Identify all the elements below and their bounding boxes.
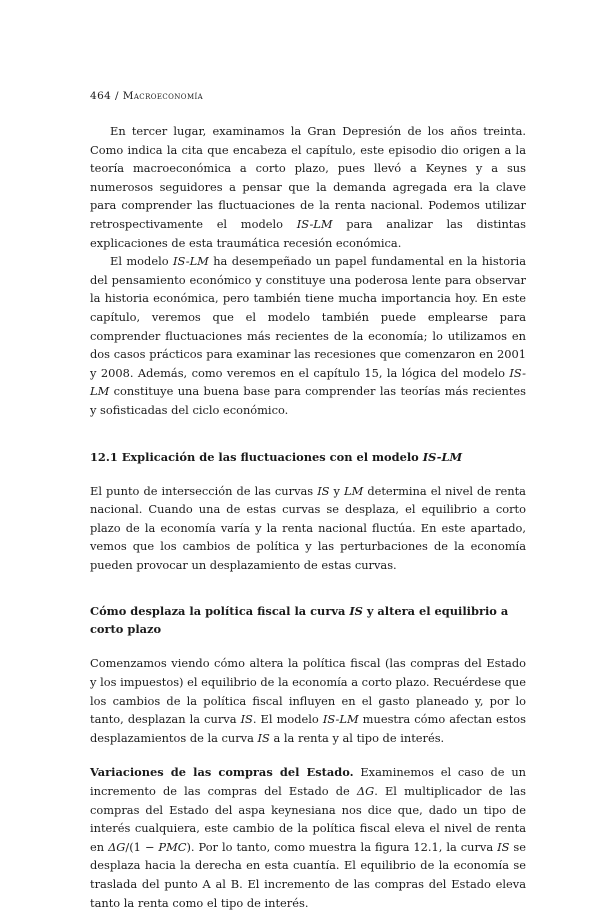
intro-paragraph-1: En tercer lugar, examinamos la Gran Depresión de los años treinta. Como indica la cita que encabeza el capítulo, este episodio dio origen a la teoría macroeconómica a corto plazo, pues llevó a Keynes y a sus numerosos seguidores a pensar que la demanda agregada era la clave para comprender las fluctuaciones de la renta nacional. Podemos utilizar retrospectivamente el modelo IS-LM para analizar las distintas explicaciones de esta traumática recesión económica. [90, 124, 526, 250]
runin-heading: Variaciones de las compras del Estado. [90, 765, 354, 780]
book-page [90, 90, 526, 912]
section-paragraph: El punto de intersección de las curvas IS y LM determina el nivel de renta nacional. Cuando una de estas curvas se desplaza, el equilibrio a corto plazo de la economía varía y la renta nacional fluctúa. En este apartado, vemos que los cambios de política y las perturbaciones de la economía pueden provocar un desplazamiento de estas curvas. [90, 483, 526, 572]
running-head-separator: / [115, 90, 119, 102]
government-purchases-paragraph: Variaciones de las compras del Estado. Examinemos el caso de un incremento de las compras del Estado de ΔG. El multiplicador de las compras del Estado del aspa keynesiana nos dice que, dado un tipo de interés cualquiera, este cambio de la política fiscal eleva el nivel de renta en ΔG/(1 − PMC). Por lo tanto, como muestra la figura 12.1, la curva IS se desplaza hacia la derecha en esta cuantía. El equilibrio de la economía se traslada del punto A al B. El incremento de las compras del Estado eleva tanto la renta como el tipo de interés. [90, 765, 527, 910]
page-number: 464 [90, 90, 112, 102]
running-head [90, 90, 526, 102]
subsection-heading: Cómo desplaza la política fiscal la curva IS y altera el equilibrio a corto plazo [90, 604, 509, 637]
subsection-paragraph: Comenzamos viendo cómo altera la política fiscal (las compras del Estado y los impuestos) el equilibrio de la economía a corto plazo. Recuérdese que los cambios de la política fiscal influyen en el gasto planeado y, por lo tanto, desplazan la curva IS. El modelo IS-LM muestra cómo afectan estos desplazamientos de la curva IS a la renta y al tipo de interés. [90, 656, 526, 745]
multiplier-formula: ΔG [108, 839, 126, 854]
intro-paragraph-2: El modelo IS-LM ha desempeñado un papel fundamental en la historia del pensamiento económico y constituye una poderosa lente para observar la historia económica, pero también tiene mucha importancia hoy. En este capítulo, veremos que el modelo también puede emplearse para comprender fluctuaciones más recientes de la economía; lo utilizamos en dos casos prácticos para examinar las recesiones que comenzaron en 2001 y 2008. Además, como veremos en el capítulo 15, la lógica del modelo IS-LM constituye una buena base para comprender las teorías más recientes y sofisticadas del ciclo económico. [90, 254, 526, 417]
book-title: Macroeconomía [122, 90, 204, 102]
section-heading: 12.1 Explicación de las fluctuaciones con el modelo IS-LM [90, 449, 463, 464]
